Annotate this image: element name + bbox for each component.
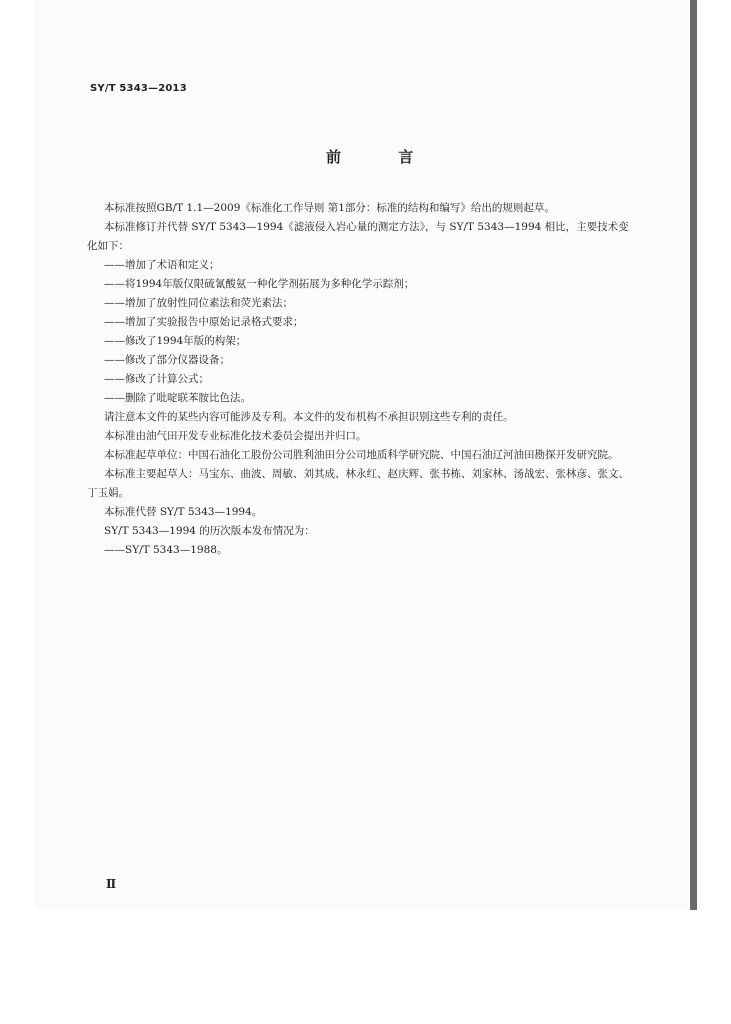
page-number: Ⅱ [106, 877, 117, 891]
list-item: ——修改了计算公式； [104, 373, 209, 385]
page-title: 前 言 [326, 148, 440, 166]
list-item: ——修改了1994年版的构架； [104, 335, 247, 347]
list-item: ——删除了吡啶联苯胺比色法。 [104, 392, 251, 404]
technical-changes-list [104, 256, 630, 408]
paragraph-supersedes: 本标准修订并代替 SY/T 5343—1994《滤液侵入岩心量的测定方法》，与 SY/T 5343—1994 相比，主要技术变化如下： [87, 221, 629, 252]
standard-code-header: SY/T 5343—2013 [90, 83, 187, 94]
list-item: ——修改了部分仪器设备； [104, 354, 230, 366]
paragraph-proposer: 本标准由油气田开发专业标准化技术委员会提出并归口。 [104, 430, 367, 442]
paragraph-drafting-units: 本标准起草单位：中国石油化工股份公司胜利油田分公司地质科学研究院、中国石油辽河油田勘探开发研究院。 [104, 449, 619, 461]
paragraph-history-intro: SY/T 5343—1994 的历次版本发布情况为： [104, 525, 315, 537]
list-item: ——增加了术语和定义； [104, 259, 220, 271]
scan-edge-bar [690, 0, 697, 910]
paragraph-history-item: ——SY/T 5343—1988。 [104, 544, 228, 556]
paragraph-replaces: 本标准代替 SY/T 5343—1994。 [104, 506, 263, 518]
list-item: ——增加了放射性同位素法和荧光素法； [104, 297, 293, 309]
foreword-body [87, 199, 630, 560]
paragraph-drafters: 本标准主要起草人：马宝东、曲波、周敏、刘其成、林永红、赵庆辉、张书栋、刘家林、汤战宏、张林彦、张文、丁玉娟。 [87, 468, 629, 499]
list-item: ——增加了实验报告中原始记录格式要求； [104, 316, 304, 328]
list-item: ——将1994年版仅限硫氰酸氨一种化学剂拓展为多种化学示踪剂； [104, 278, 415, 290]
paragraph-patent-notice: 请注意本文件的某些内容可能涉及专利。本文件的发布机构不承担识别这些专利的责任。 [104, 411, 514, 423]
paragraph-drafting-rule: 本标准按照GB/T 1.1—2009《标准化工作导则 第1部分：标准的结构和编写》给出的规则起草。 [104, 202, 555, 214]
